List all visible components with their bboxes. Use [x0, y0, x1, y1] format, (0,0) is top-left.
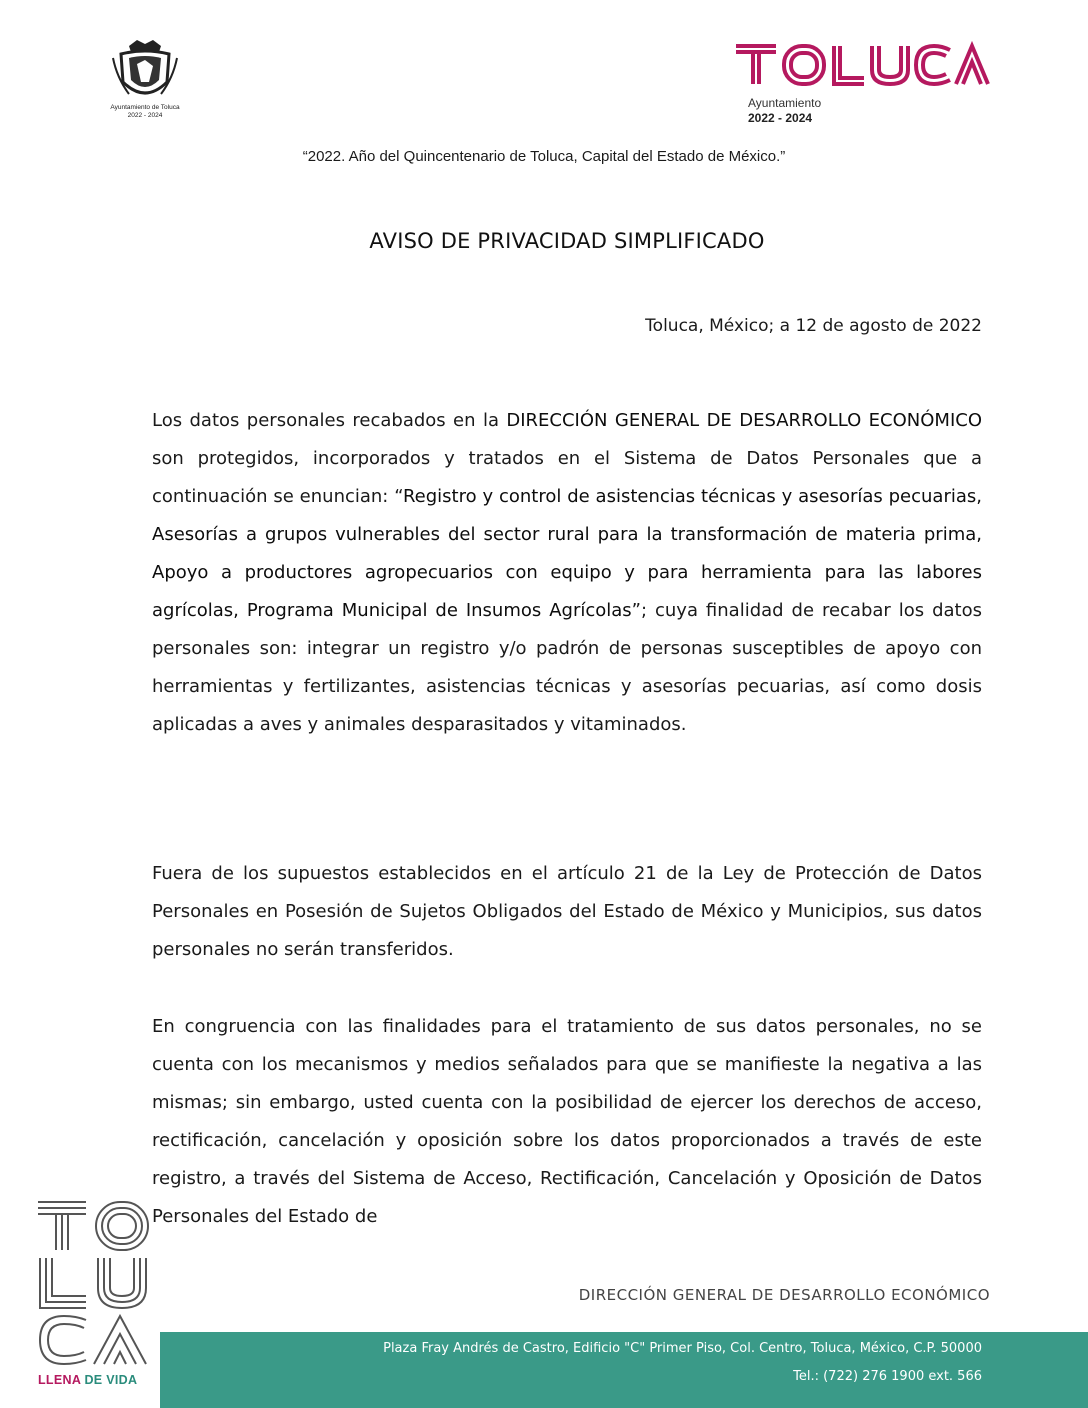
paragraph-3: En congruencia con las finalidades para el tratamiento de sus datos personales, no se cuenta con los mecanismos y medios señalados para que se manifieste la negativa a las mismas; sin embargo, usted cuenta con la posibilidad de ejercer los derechos de acceso, rectificación, cancelación y oposición sobre los datos proporcionados a través de este registro, a través del Sistema de Acceso, Rectificación, Cancelación y Oposición de Datos Personales del Estado de	[152, 1016, 982, 1227]
slogan-part-2: DE VIDA	[84, 1373, 138, 1387]
year-motto: “2022. Año del Quincentenario de Toluca, Capital del Estado de México.”	[302, 148, 786, 165]
p1-department: DIRECCIÓN GENERAL DE DESARROLLO ECONÓMICO	[506, 410, 982, 431]
slogan-part-1: LLENA	[38, 1373, 85, 1387]
p1-systems: Registro y control de asistencias técnicas y asesorías pecuarias, Asesorías a grupos vulnerables del sector rural para la transformación de materia prima, Apoyo a productores agropecuarios con equipo y para herramienta para las labores agrícolas, Programa Municipal de Insumos Agrícolas	[152, 486, 982, 621]
paragraph-1	[152, 402, 982, 744]
p1-intro: Los datos personales recabados en la	[152, 410, 507, 431]
toluca-wordmark	[734, 40, 990, 90]
footer-address: Plaza Fray Andrés de Castro, Edificio "C" Primer Piso, Col. Centro, Toluca, México, C.P. 50000	[383, 1341, 982, 1356]
seal-years: 2022 - 2024	[127, 112, 163, 119]
footer-department: DIRECCIÓN GENERAL DE DESARROLLO ECONÓMICO	[578, 1286, 990, 1304]
paragraph-2: Fuera de los supuestos establecidos en el artículo 21 de la Ley de Protección de Datos Personales en Posesión de Sujetos Obligados del Estado de México y Municipios, sus datos personales no serán transferidos.	[152, 863, 982, 960]
footer-phone: Tel.: (722) 276 1900 ext. 566	[793, 1369, 982, 1384]
footer-contact-bar	[160, 1332, 1088, 1408]
brand-subtitle: Ayuntamiento	[748, 96, 822, 110]
brand-years: 2022 - 2024	[748, 111, 813, 125]
p1-purpose: ”; cuya finalidad de recabar los datos personales son: integrar un registro y/o padrón de personas susceptibles de apoyo con herramientas y fertilizantes, asistencias técnicas y asesorías pecuarias, así como dosis aplicadas a aves y animales desparasitados y vitaminados.	[152, 600, 983, 735]
seal-caption: Ayuntamiento de Toluca	[110, 104, 180, 111]
date-line: Toluca, México; a 12 de agosto de 2022	[645, 316, 982, 336]
toluca-brand-logo	[734, 40, 994, 125]
slogan	[38, 1373, 137, 1387]
municipal-seal-logo	[100, 38, 190, 120]
stacked-toluca-logo	[34, 1196, 154, 1368]
p1-middle: son protegidos, incorporados y tratados en el Sistema de Datos Personales que a continuación se enuncian: “	[152, 448, 982, 507]
seal-emblem-icon	[109, 38, 181, 104]
document-title: AVISO DE PRIVACIDAD SIMPLIFICADO	[369, 229, 765, 253]
stacked-toluca-wordmark	[34, 1196, 154, 1368]
